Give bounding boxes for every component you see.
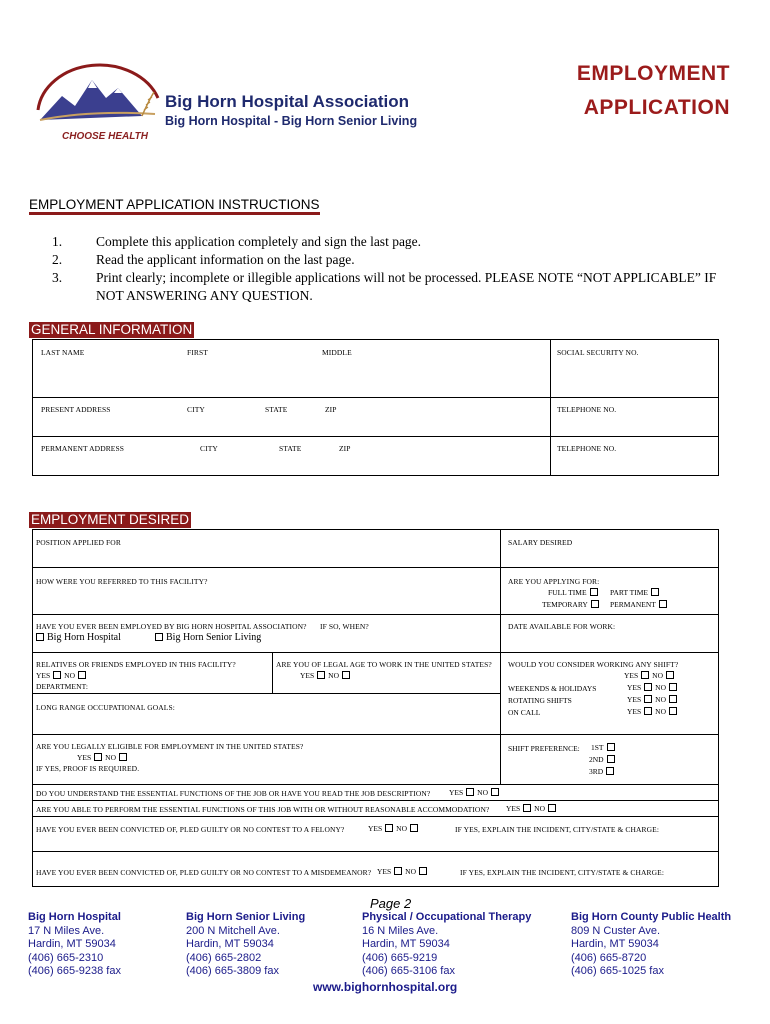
full-time-option[interactable]: FULL TIME — [548, 588, 601, 597]
relatives-no-checkbox[interactable] — [78, 671, 86, 679]
page-number: Page 2 — [370, 896, 412, 911]
full-time-checkbox[interactable] — [590, 588, 598, 596]
legal-age-yes-checkbox[interactable] — [317, 671, 325, 679]
date-available-label: DATE AVAILABLE FOR WORK: — [508, 622, 616, 631]
ssn-label: SOCIAL SECURITY NO. — [557, 348, 639, 357]
proof-label: IF YES, PROOF IS REQUIRED. — [36, 764, 140, 773]
legal-age-label: ARE YOU OF LEGAL AGE TO WORK IN THE UNITED STATES? — [276, 660, 492, 669]
permanent-checkbox[interactable] — [659, 600, 667, 608]
website-link[interactable]: www.bighornhospital.org — [313, 980, 458, 994]
permanent-address-field[interactable] — [34, 454, 548, 474]
doc-title-line2: APPLICATION — [583, 96, 730, 119]
able-yes-no[interactable]: YES NO — [506, 804, 559, 813]
general-info-heading: GENERAL INFORMATION — [31, 322, 193, 337]
present-telephone-label: TELEPHONE NO. — [557, 405, 617, 414]
able-label: ARE YOU ABLE TO PERFORM THE ESSENTIAL FUNCTIONS OF THIS JOB WITH OR WITHOUT REASONABLE ACCOMMODATION? — [36, 805, 490, 814]
on-call-yes-no[interactable]: YES NO — [627, 707, 680, 716]
instruction-item: 1. Complete this application completely and sign the last page. — [52, 234, 422, 249]
any-shift-yes-no[interactable]: YES NO — [624, 671, 677, 680]
second-shift-option[interactable]: 2ND — [589, 755, 618, 764]
weekends-label: WEEKENDS & HOLIDAYS — [508, 684, 597, 693]
rotating-label: ROTATING SHIFTS — [508, 696, 572, 705]
shift-pref-label: SHIFT PREFERENCE: — [508, 744, 580, 753]
misdemeanor-label: HAVE YOU EVER BEEN CONVICTED OF, PLED GUILTY OR NO CONTEST TO A MISDEMEANOR? — [36, 868, 372, 877]
bh-hospital-option[interactable]: Big Horn Hospital — [36, 632, 121, 643]
misdemeanor-yes-checkbox[interactable] — [394, 867, 402, 875]
able-yes-checkbox[interactable] — [523, 804, 531, 812]
applying-for-label: ARE YOU APPLYING FOR: — [508, 577, 600, 586]
org-name: Big Horn Hospital Association — [165, 92, 410, 111]
present-address-label: PRESENT ADDRESS — [41, 405, 111, 414]
referred-label: HOW WERE YOU REFERRED TO THIS FACILITY? — [36, 577, 208, 586]
permanent-telephone-label: TELEPHONE NO. — [557, 444, 617, 453]
mountain-logo-icon — [30, 58, 165, 138]
part-time-option[interactable]: PART TIME — [610, 588, 662, 597]
org-subtitle: Big Horn Hospital - Big Horn Senior Living — [165, 114, 418, 128]
eligible-yes-checkbox[interactable] — [94, 753, 102, 761]
permanent-address-label: PERMANENT ADDRESS — [41, 444, 125, 453]
second-shift-checkbox[interactable] — [607, 755, 615, 763]
weekends-no-checkbox[interactable] — [669, 683, 677, 691]
goals-label: LONG RANGE OCCUPATIONAL GOALS: — [36, 703, 175, 712]
understand-yes-checkbox[interactable] — [466, 788, 474, 796]
ssn-field[interactable] — [552, 360, 717, 394]
employed-before-label: HAVE YOU EVER BEEN EMPLOYED BY BIG HORN HOSPITAL ASSOCIATION? — [36, 622, 307, 631]
bh-senior-checkbox[interactable] — [155, 633, 163, 641]
present-address-field[interactable] — [34, 414, 548, 434]
tagline: CHOOSE HEALTH — [62, 131, 148, 142]
instruction-item: 2. Read the applicant information on the last page. — [52, 252, 355, 267]
present-zip-label: ZIP — [325, 405, 337, 414]
position-label: POSITION APPLIED FOR — [36, 538, 121, 547]
felony-label: HAVE YOU EVER BEEN CONVICTED OF, PLED GUILTY OR NO CONTEST TO A FELONY? — [36, 825, 345, 834]
instructions-list — [50, 233, 730, 305]
relatives-yes-no[interactable]: YES NO — [36, 671, 89, 680]
third-shift-checkbox[interactable] — [606, 767, 614, 775]
eligible-label: ARE YOU LEGALLY ELIGIBLE FOR EMPLOYMENT IN THE UNITED STATES? — [36, 742, 304, 751]
position-field[interactable] — [34, 548, 498, 565]
on-call-label: ON CALL — [508, 708, 541, 717]
employment-desired-heading: EMPLOYMENT DESIRED — [31, 512, 190, 527]
permanent-city-label: CITY — [200, 444, 218, 453]
permanent-state-label: STATE — [279, 444, 302, 453]
footer-location-public-health: Big Horn County Public Health 809 N Custer Ave. Hardin, MT 59034 (406) 665-8720 (406) 665-1025 fax — [571, 911, 732, 977]
felony-yes-checkbox[interactable] — [385, 824, 393, 832]
felony-no-checkbox[interactable] — [410, 824, 418, 832]
misdemeanor-no-checkbox[interactable] — [419, 867, 427, 875]
bh-senior-option[interactable]: Big Horn Senior Living — [155, 632, 261, 643]
eligible-yes-no[interactable]: YES NO — [77, 753, 130, 762]
felony-explain-label: IF YES, EXPLAIN THE INCIDENT, CITY/STATE & CHARGE: — [455, 825, 660, 834]
permanent-zip-label: ZIP — [339, 444, 351, 453]
understand-yes-no[interactable]: YES NO — [449, 788, 502, 797]
weekends-yes-checkbox[interactable] — [644, 683, 652, 691]
any-shift-yes-checkbox[interactable] — [641, 671, 649, 679]
goals-field[interactable] — [34, 712, 498, 732]
part-time-checkbox[interactable] — [651, 588, 659, 596]
bh-hospital-checkbox[interactable] — [36, 633, 44, 641]
doc-title-line1: EMPLOYMENT — [576, 62, 730, 85]
understand-label: DO YOU UNDERSTAND THE ESSENTIAL FUNCTIONS OF THE JOB OR HAVE YOU READ THE JOB DESCRIPTION? — [36, 789, 431, 798]
last-name-label: LAST NAME — [41, 348, 85, 357]
salary-label: SALARY DESIRED — [508, 538, 573, 547]
on-call-no-checkbox[interactable] — [669, 707, 677, 715]
present-telephone-field[interactable] — [552, 414, 717, 434]
permanent-telephone-field[interactable] — [552, 454, 717, 474]
rotating-no-checkbox[interactable] — [669, 695, 677, 703]
footer-location-senior-living: Big Horn Senior Living 200 N Mitchell Ave. Hardin, MT 59034 (406) 665-2802 (406) 665-3809 fax — [186, 911, 306, 977]
any-shift-label: WOULD YOU CONSIDER WORKING ANY SHIFT? — [508, 660, 679, 669]
middle-name-label: MIDDLE — [322, 348, 352, 357]
permanent-option[interactable]: PERMANENT — [610, 600, 670, 609]
footer-location-therapy: Physical / Occupational Therapy 16 N Miles Ave. Hardin, MT 59034 (406) 665-9219 (406) 665-3106 fax — [362, 911, 532, 977]
present-state-label: STATE — [265, 405, 288, 414]
instruction-item: 3. Print clearly; incomplete or illegible applications will not be processed. PLEASE NOTE “NOT APPLICABLE” IF NOT ANSWERING ANY QUESTION. — [52, 270, 717, 303]
eligible-no-checkbox[interactable] — [119, 753, 127, 761]
rotating-yes-checkbox[interactable] — [644, 695, 652, 703]
any-shift-no-checkbox[interactable] — [666, 671, 674, 679]
misdemeanor-explain-label: IF YES, EXPLAIN THE INCIDENT, CITY/STATE & CHARGE: — [460, 868, 665, 877]
legal-age-no-checkbox[interactable] — [342, 671, 350, 679]
third-shift-option[interactable]: 3RD — [589, 767, 617, 776]
department-label: DEPARTMENT: — [36, 682, 89, 691]
footer-location-hospital: Big Horn Hospital 17 N Miles Ave. Hardin, MT 59034 (406) 665-2310 (406) 665-9238 fax — [28, 911, 121, 977]
first-shift-option[interactable]: 1ST — [591, 743, 618, 752]
legal-age-yes-no[interactable]: YES NO — [300, 671, 353, 680]
salary-field[interactable] — [502, 548, 717, 565]
weekends-yes-no[interactable]: YES NO — [627, 683, 680, 692]
rotating-yes-no[interactable]: YES NO — [627, 695, 680, 704]
name-field[interactable] — [34, 360, 548, 394]
on-call-yes-checkbox[interactable] — [644, 707, 652, 715]
temporary-option[interactable]: TEMPORARY — [542, 600, 602, 609]
relatives-yes-checkbox[interactable] — [53, 671, 61, 679]
present-city-label: CITY — [187, 405, 205, 414]
relatives-label: RELATIVES OR FRIENDS EMPLOYED IN THIS FACILITY? — [36, 660, 236, 669]
misdemeanor-yes-no[interactable]: YES NO — [377, 867, 430, 876]
if-so-when-label: IF SO, WHEN? — [320, 622, 369, 631]
understand-no-checkbox[interactable] — [491, 788, 499, 796]
able-no-checkbox[interactable] — [548, 804, 556, 812]
felony-yes-no[interactable]: YES NO — [368, 824, 421, 833]
temporary-checkbox[interactable] — [591, 600, 599, 608]
instructions-heading: EMPLOYMENT APPLICATION INSTRUCTIONS — [29, 197, 320, 215]
logo — [30, 58, 430, 148]
first-name-label: FIRST — [187, 348, 208, 357]
first-shift-checkbox[interactable] — [607, 743, 615, 751]
